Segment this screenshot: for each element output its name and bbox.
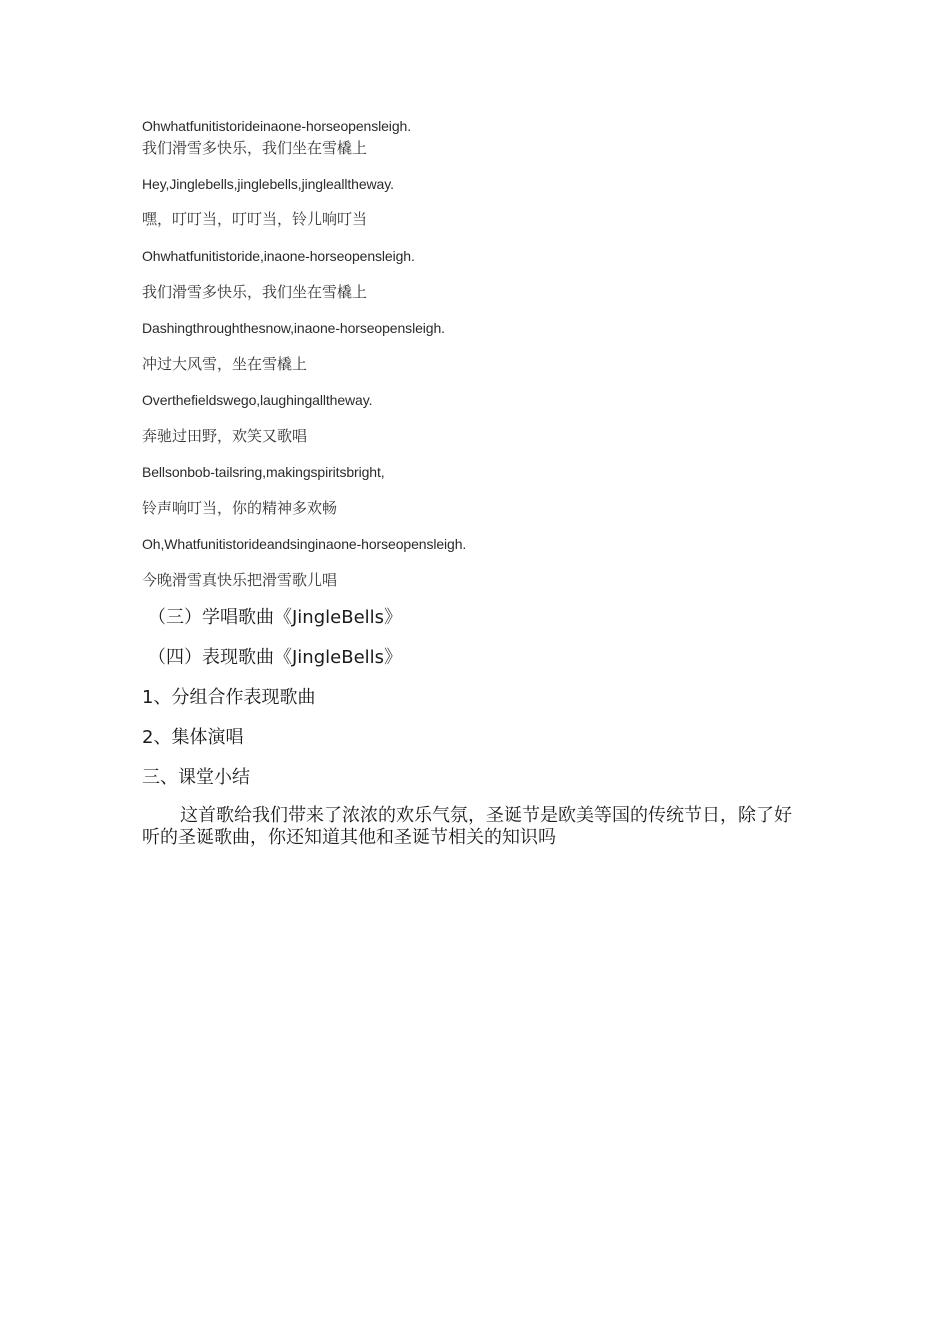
lyric-line-chinese: 嘿，叮叮当，叮叮当，铃儿响叮当 — [142, 210, 368, 228]
lyric-line-english: Bellsonbob-tailsring,makingspiritsbright, — [142, 464, 385, 480]
lyric-line-chinese: 我们滑雪多快乐，我们坐在雪橇上 — [142, 139, 368, 157]
section-heading-learn-song: （三）学唱歌曲《JingleBells》 — [148, 607, 403, 628]
lyric-line-chinese: 我们滑雪多快乐，我们坐在雪橇上 — [142, 283, 368, 301]
list-item-choir-singing: 2、集体演唱 — [142, 727, 244, 748]
summary-paragraph: 这首歌给我们带来了浓浓的欢乐气氛，圣诞节是欧美等国的传统节日，除了好听的圣诞歌曲，你还知道其他和圣诞节相关的知识吗 — [142, 805, 792, 848]
lyric-line-english: Dashingthroughthesnow,inaone-horseopensleigh. — [142, 320, 445, 336]
section-heading-summary: 三、课堂小结 — [142, 767, 250, 788]
lyric-line-english: Ohwhatfunitistorideinaone-horseopensleigh. — [142, 118, 411, 134]
lyric-line-chinese: 今晚滑雪真快乐把滑雪歌儿唱 — [142, 571, 338, 589]
lyric-line-chinese: 冲过大风雪，坐在雪橇上 — [142, 355, 308, 373]
lyric-line-chinese: 奔驰过田野，欢笑又歌唱 — [142, 427, 308, 445]
lyric-line-english: Oh,Whatfunitistorideandsinginaone-horseopensleigh. — [142, 536, 467, 552]
lyric-line-english: Overthefieldswego,laughingalltheway. — [142, 392, 373, 408]
lyric-line-english: Hey,Jinglebells,jinglebells,jinglealltheway. — [142, 176, 394, 192]
lyric-line-chinese: 铃声响叮当，你的精神多欢畅 — [142, 499, 338, 517]
list-item-group-performance: 1、分组合作表现歌曲 — [142, 687, 316, 708]
lyric-line-english: Ohwhatfunitistoride,inaone-horseopensleigh. — [142, 248, 415, 264]
section-heading-perform-song: （四）表现歌曲《JingleBells》 — [148, 647, 403, 668]
